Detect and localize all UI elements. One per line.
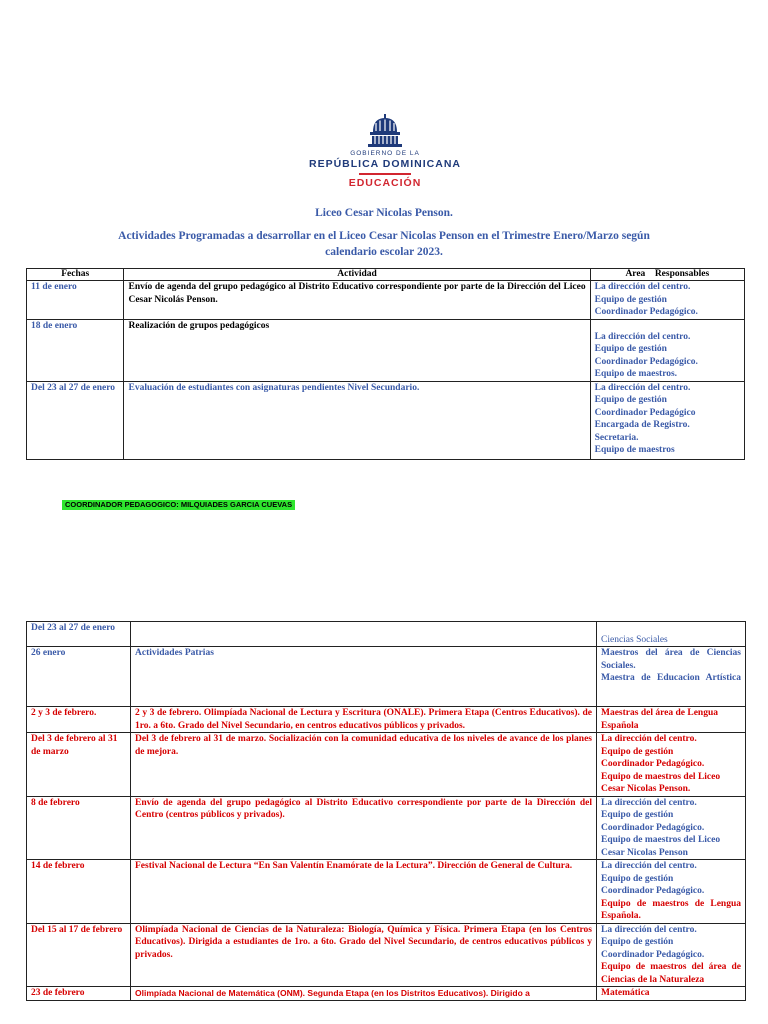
responsable-item: La dirección del centro. bbox=[594, 382, 691, 393]
coordinator-label: COORDINADOR PEDAGOGICO: MILQUIADES GARCIA CUEVAS bbox=[62, 500, 295, 510]
ministry-logo bbox=[300, 112, 470, 194]
responsable-item: Ciencias Sociales bbox=[601, 634, 668, 645]
responsable-item: Equipo de maestros de Lengua Española. bbox=[601, 898, 741, 921]
row-responsables bbox=[597, 796, 746, 860]
responsable-item: Coordinador Pedagógico. bbox=[594, 307, 698, 317]
logo-republica-text: REPÚBLICA DOMINICANA bbox=[308, 158, 462, 170]
row-activity bbox=[131, 622, 597, 647]
responsable-item: La dirección del centro. bbox=[601, 734, 697, 744]
responsable-item: Coordinador Pedagógico. bbox=[601, 949, 705, 960]
row-activity: Envío de agenda del grupo pedagógico al Distrito Educativo correspondiente por parte de la Dirección del Liceo Cesar Nicolás Penson. bbox=[124, 281, 590, 320]
responsable-item: Equipo de gestión bbox=[601, 746, 674, 757]
school-title: Liceo Cesar Nicolas Penson. bbox=[315, 207, 453, 219]
responsable-item: Matemática bbox=[601, 988, 650, 998]
responsable-item: Equipo de maestros bbox=[594, 445, 675, 455]
row-date: 8 de febrero bbox=[27, 796, 131, 860]
row-activity: Olimpíada Nacional de Ciencias de la Naturaleza: Biología, Química y Física. Primera Etapa (en los Centros Educativos). Dirigida a estudiantes de 1ro. a 6to. Grado del Nivel Secundario, de centros educativos públicos y privados. bbox=[131, 923, 597, 987]
row-responsables bbox=[590, 281, 744, 320]
responsable-item: Coordinador Pedagógico. bbox=[601, 886, 705, 896]
logo-divider bbox=[359, 173, 411, 175]
responsable-item: Coordinador Pedagógico. bbox=[594, 356, 698, 367]
row-responsables bbox=[597, 622, 746, 647]
responsable-item: Equipo de gestión bbox=[594, 344, 667, 354]
responsable-item: Equipo de maestros del Liceo Cesar Nicolas Penson. bbox=[601, 771, 721, 794]
responsable-item: Secretaria. bbox=[594, 432, 639, 443]
responsable-item: La dirección del centro. bbox=[601, 797, 697, 808]
logo-gobierno-text: GOBIERNO DE LA bbox=[350, 150, 420, 157]
responsable-item: Equipo de maestros del área de Ciencias de la Naturaleza bbox=[601, 962, 741, 985]
row-date: 11 de enero bbox=[27, 281, 124, 320]
header-actividad: Actividad bbox=[124, 269, 590, 281]
row-date: Del 3 de febrero al 31 de marzo bbox=[27, 733, 131, 797]
responsable-item: La dirección del centro. bbox=[601, 861, 697, 871]
dome-emblem-icon bbox=[365, 112, 405, 148]
responsable-item: La dirección del centro. bbox=[594, 282, 691, 292]
table-row bbox=[27, 319, 745, 381]
activities-table bbox=[26, 268, 745, 460]
row-activity: Olimpíada Nacional de Matemática (ONM). Segunda Etapa (en los Distritos Educativos). Dirigido a bbox=[131, 987, 597, 1001]
row-activity: Actividades Patrias bbox=[131, 647, 597, 707]
header-area: Área bbox=[625, 269, 646, 279]
responsable-item: Coordinador Pedagógico. bbox=[601, 759, 705, 769]
row-activity: Del 3 de febrero al 31 de marzo. Socialización con la comunidad educativa de los niveles de avance de los planes de mejora. bbox=[131, 733, 597, 797]
responsable-item: Coordinador Pedagógico. bbox=[601, 822, 705, 833]
responsable-item: Maestras del área de Lengua Española bbox=[601, 708, 718, 731]
row-responsables bbox=[590, 381, 744, 459]
row-responsables bbox=[597, 733, 746, 797]
table-header-row bbox=[27, 269, 745, 281]
subtitle-line-1: Actividades Programadas a desarrollar en el Liceo Cesar Nicolas Penson en el Trimestre Enero/Marzo según bbox=[118, 230, 650, 242]
row-date: 2 y 3 de febrero. bbox=[27, 707, 131, 733]
activities-table-continued bbox=[26, 621, 746, 1001]
table-row bbox=[27, 622, 746, 647]
row-responsables bbox=[597, 707, 746, 733]
responsable-item: La dirección del centro. bbox=[601, 924, 697, 935]
table-row bbox=[27, 381, 745, 459]
responsable-item: Equipo de gestión bbox=[601, 873, 674, 884]
responsable-item: La dirección del centro. bbox=[594, 331, 691, 342]
table-row bbox=[27, 860, 746, 924]
table-row bbox=[27, 281, 745, 320]
row-activity: 2 y 3 de febrero. Olimpíada Nacional de Lectura y Escritura (ONALE). Primera Etapa (Centros Educativos). de 1ro. a 6to. Grado del Nivel Secundario, en centros educativos públicos y privados. bbox=[131, 707, 597, 733]
responsable-item: Equipo de gestión bbox=[601, 937, 674, 947]
row-date: Del 23 al 27 de enero bbox=[27, 381, 124, 459]
header-responsables: Responsables bbox=[654, 269, 710, 279]
row-date: 23 de febrero bbox=[27, 987, 131, 1001]
responsable-item: Encargada de Registro. bbox=[594, 420, 690, 430]
responsable-item: Equipo de gestión bbox=[601, 810, 674, 820]
row-activity: Realización de grupos pedagógicos bbox=[124, 319, 590, 381]
row-date: 14 de febrero bbox=[27, 860, 131, 924]
row-responsables bbox=[590, 319, 744, 381]
responsable-item: Maestra de Educacion Artística bbox=[601, 673, 741, 683]
responsable-item: Coordinador Pedagógico bbox=[594, 407, 696, 418]
row-responsables bbox=[597, 987, 746, 1001]
table-row bbox=[27, 923, 746, 987]
row-responsables bbox=[597, 647, 746, 707]
table-row bbox=[27, 647, 746, 707]
header-area-responsables bbox=[590, 269, 744, 281]
row-date: 26 enero bbox=[27, 647, 131, 707]
table-row bbox=[27, 733, 746, 797]
row-responsables bbox=[597, 923, 746, 987]
logo-educacion-text: EDUCACIÓN bbox=[348, 177, 422, 189]
responsable-item: Equipo de maestros. bbox=[594, 369, 678, 379]
responsable-item: Equipo de gestión bbox=[594, 294, 667, 305]
subtitle-line-2: calendario escolar 2023. bbox=[325, 246, 443, 258]
table-row bbox=[27, 707, 746, 733]
row-date: Del 23 al 27 de enero bbox=[27, 622, 131, 647]
table-row bbox=[27, 796, 746, 860]
row-activity: Envío de agenda del grupo pedagógico al Distrito Educativo correspondiente por parte de la Dirección del Centro (centros públicos y privados). bbox=[131, 796, 597, 860]
table-row bbox=[27, 987, 746, 1001]
row-activity: Evaluación de estudiantes con asignaturas pendientes Nivel Secundario. bbox=[124, 381, 590, 459]
responsable-item: Maestros del área de Ciencias Sociales. bbox=[601, 648, 741, 671]
responsable-item: Equipo de maestros del Liceo Cesar Nicolas Penson bbox=[601, 835, 721, 858]
row-date: Del 15 al 17 de febrero bbox=[27, 923, 131, 987]
header-fechas: Fechas bbox=[27, 269, 124, 281]
row-activity: Festival Nacional de Lectura “En San Valentín Enamórate de la Lectura”. Dirección de General de Cultura. bbox=[131, 860, 597, 924]
row-date: 18 de enero bbox=[27, 319, 124, 381]
document-subtitle bbox=[60, 228, 708, 260]
row-responsables bbox=[597, 860, 746, 924]
responsable-item: Equipo de gestión bbox=[594, 395, 667, 405]
